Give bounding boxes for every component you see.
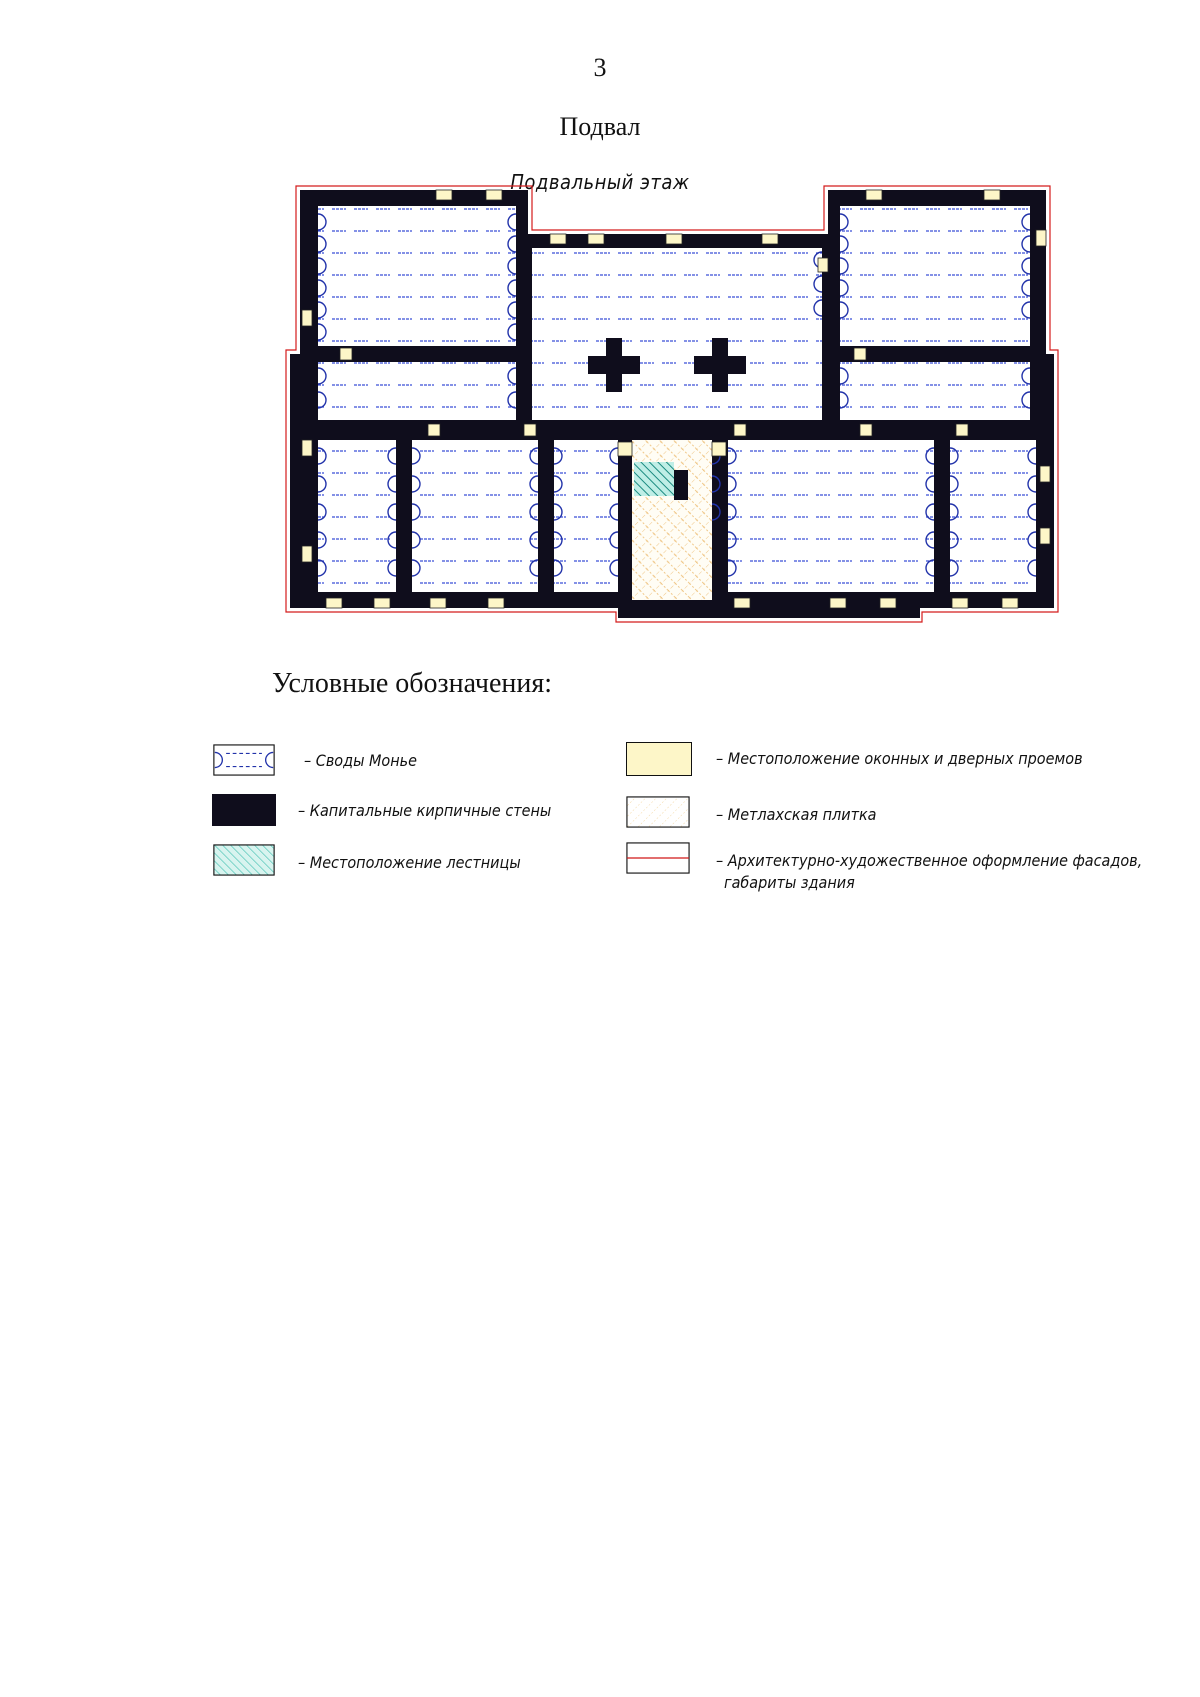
stair-swatch [212, 844, 276, 876]
legend-heading: Условные обозначения: [272, 668, 553, 699]
tile-swatch [626, 796, 690, 828]
legend-label-vaults: – Своды Монье [304, 751, 417, 770]
basement-floor-plan [280, 180, 1060, 630]
facade-swatch [626, 842, 690, 874]
rooms [318, 206, 1036, 600]
legend-label-openings: – Местоположение оконных и дверных проемов [716, 749, 1083, 768]
plan-title: Подвальный этаж [510, 170, 690, 194]
stair [634, 462, 674, 496]
legend-label-walls: – Капитальные кирпичные стены [298, 801, 552, 820]
page-title: Подвал [559, 112, 641, 141]
page-number: 3 [593, 53, 607, 82]
wall-swatch [212, 794, 276, 826]
legend-label-facade: – Архитектурно-художественное оформление фасадов, [716, 851, 1143, 870]
legend-label-tile: – Метлахская плитка [716, 805, 877, 824]
legend-label-facade-line2: габариты здания [724, 873, 855, 892]
opening-swatch [626, 742, 692, 776]
vault-swatch [212, 744, 276, 776]
legend-label-stairs: – Местоположение лестницы [298, 853, 521, 872]
